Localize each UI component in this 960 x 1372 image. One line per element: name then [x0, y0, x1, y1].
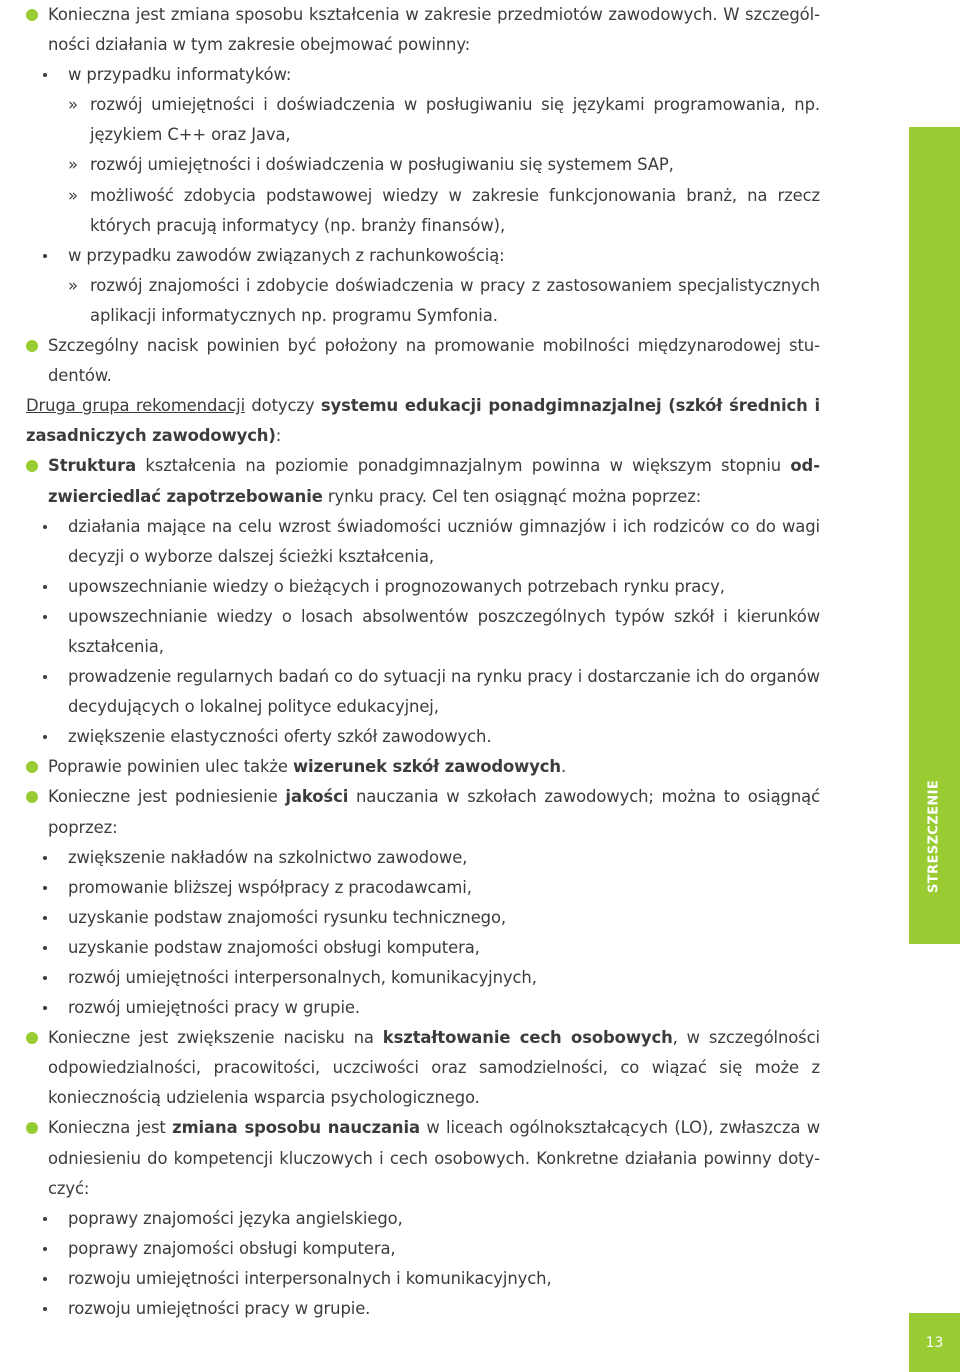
text-run: Poprawie powinien ulec także	[48, 757, 293, 777]
text-run: promowanie bliższej współpracy z pracodawcami,	[68, 877, 472, 897]
text-run: uzyskanie podstaw znajomości rysunku technicznego,	[68, 907, 507, 927]
text-run: rozwoju umiejętności interpersonalnych i komunikacyjnych,	[68, 1268, 552, 1288]
text-run: :	[275, 426, 282, 446]
text-run: Konieczne jest zwiększenie nacisku na	[48, 1028, 383, 1048]
sub-list-item	[26, 181, 820, 241]
document-body	[26, 0, 820, 1324]
underlined-text: Druga grupa rekomendacji	[26, 396, 246, 416]
section-tab	[909, 127, 960, 944]
text-run: możliwość zdobycia podstawowej wiedzy w zakresie funkcjonowania branż, na rzecz których pracują informatycy (np. branży finansów),	[90, 185, 820, 235]
text-run: w przypadku informatyków:	[68, 65, 292, 85]
page-number: 13	[909, 1313, 960, 1372]
sub-bullet-marker: »	[68, 275, 78, 295]
bold-text: systemu edukacji ponadgimnazjalnej (szkół średnich i zasadniczych zawodowych)	[26, 396, 820, 446]
text-run: nauczania w szkołach zawodowych; można to osiągnąć poprzez:	[48, 787, 820, 837]
list-item	[26, 1234, 820, 1264]
bold-text: odzwierciedlać zapotrzebowanie	[48, 456, 820, 506]
list-item	[26, 873, 820, 903]
bold-text: zmiana sposobu nauczania	[172, 1118, 420, 1138]
text-run: uzyskanie podstaw znajomości obsługi komputera,	[68, 937, 480, 957]
text-run: w liceach ogólnokształcących (LO), zwłaszcza w odniesieniu do kompetencji kluczowych i cech osobowych. Konkretne działania powinny dotyczyć:	[48, 1118, 820, 1198]
text-run: zwiększenie nakładów na szkolnictwo zawodowe,	[68, 847, 468, 867]
text-run: Konieczne jest podniesienie	[48, 787, 286, 807]
text-run: rozwój znajomości i zdobycie doświadczenia w pracy z zastosowaniem specjalistycznych aplikacji informatycznych np. programu Symfonia.	[90, 275, 820, 325]
text-run: działania mające na celu wzrost świadomości uczniów gimnazjów i ich rodziców co do wagi decyzji o wyborze dalszej ścieżki kształcenia,	[68, 516, 820, 566]
text-run: poprawy znajomości języka angielskiego,	[68, 1208, 403, 1228]
text-run: Konieczna jest zmiana sposobu kształcenia w zakresie przedmiotów zawodowych. W szczególności działania w tym zakresie obejmować powinny:	[48, 5, 820, 55]
bold-text: jakości	[285, 787, 349, 807]
bullet-item	[26, 782, 820, 842]
bullet-item	[26, 331, 820, 391]
list-item	[26, 903, 820, 933]
sub-bullet-marker: »	[68, 95, 78, 115]
sub-list-item	[26, 90, 820, 150]
text-run: .	[560, 757, 567, 777]
list-item	[26, 993, 820, 1023]
list-item	[26, 1294, 820, 1324]
text-run: dotyczy	[245, 396, 321, 416]
list-item	[26, 241, 820, 271]
text-run: upowszechnianie wiedzy o bieżących i prognozowanych potrzebach rynku pracy,	[68, 576, 725, 596]
list-item	[26, 933, 820, 963]
text-run: w przypadku zawodów związanych z rachunkowością:	[68, 245, 505, 265]
list-item	[26, 602, 820, 662]
list-item	[26, 512, 820, 572]
text-run: , w szczególności odpowiedzialności, pracowitości, uczciwości oraz samodzielności, co wiązać się może z koniecznością udzielenia wsparcia psychologicznego.	[48, 1028, 820, 1108]
list-item	[26, 963, 820, 993]
bullet-item	[26, 451, 820, 511]
text-run: zwiększenie elastyczności oferty szkół zawodowych.	[68, 727, 492, 747]
sub-bullet-marker: »	[68, 155, 78, 175]
bullet-item	[26, 0, 820, 60]
section-intro	[26, 391, 820, 451]
text-run: rozwój umiejętności interpersonalnych, komunikacyjnych,	[68, 968, 537, 987]
bullet-item	[26, 1023, 820, 1113]
text-run: kształcenia na poziomie ponadgimnazjalnym powinna w większym stopniu	[136, 456, 791, 476]
text-run: Konieczna jest	[48, 1118, 173, 1138]
bullet-item	[26, 752, 820, 782]
bold-text: Struktura	[48, 456, 137, 476]
text-run: prowadzenie regularnych badań co do sytuacji na rynku pracy i dostarczanie ich do organów decydujących o lokalnej polityce edukacyjnej,	[68, 667, 820, 717]
text-run: Szczególny nacisk powinien być położony na promowanie mobilności międzynarodowej studentów.	[48, 336, 820, 386]
list-item	[26, 722, 820, 752]
list-item	[26, 1264, 820, 1294]
list-item	[26, 662, 820, 722]
bold-text: wizerunek szkół zawodowych	[293, 757, 561, 777]
sub-list-item	[26, 150, 820, 180]
text-run: rozwój umiejętności i doświadczenia w posługiwaniu się systemem SAP,	[90, 155, 674, 175]
bold-text: kształtowanie cech osobowych	[382, 1028, 673, 1048]
list-item	[26, 1204, 820, 1234]
list-item	[26, 843, 820, 873]
bullet-item	[26, 1113, 820, 1203]
text-run: rozwoju umiejętności pracy w grupie.	[68, 1299, 371, 1319]
text-run: rynku pracy. Cel ten osiągnąć można poprzez:	[322, 486, 702, 506]
sub-list-item	[26, 271, 820, 331]
list-item	[26, 572, 820, 602]
sub-bullet-marker: »	[68, 185, 78, 205]
list-item	[26, 60, 820, 90]
text-run: upowszechnianie wiedzy o losach absolwentów poszczególnych typów szkół i kierunków kształcenia,	[68, 606, 820, 656]
text-run: poprawy znajomości obsługi komputera,	[68, 1238, 396, 1258]
text-run: rozwój umiejętności i doświadczenia w posługiwaniu się językami programowania, np. językiem C++ oraz Java,	[90, 95, 820, 145]
text-run: rozwój umiejętności pracy w grupie.	[68, 998, 361, 1018]
section-tab-label: STRESZCZENIE	[926, 779, 942, 893]
